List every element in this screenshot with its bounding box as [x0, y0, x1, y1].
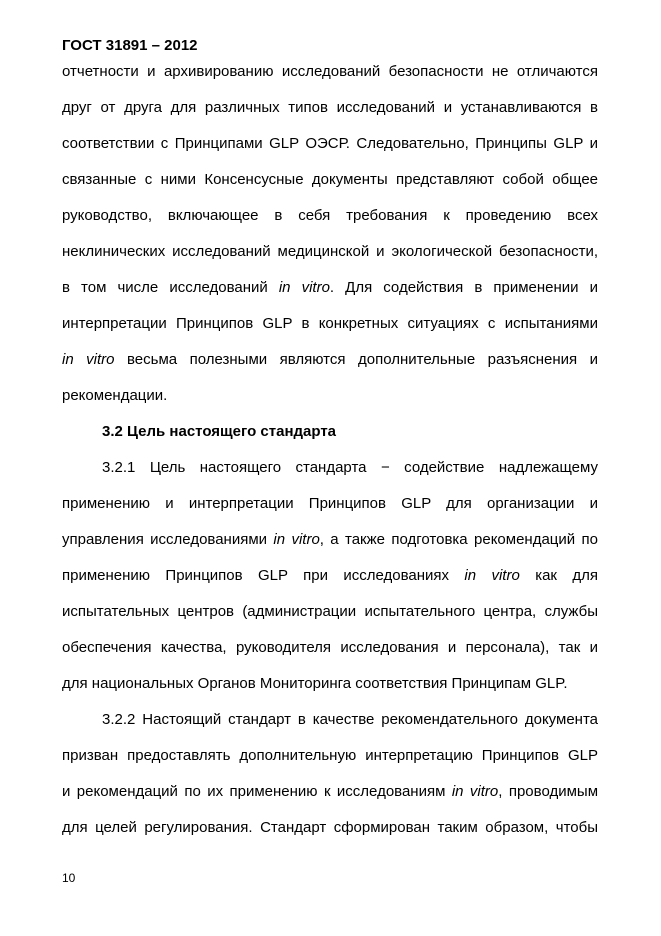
body-text-line — [102, 458, 598, 478]
page-number: 10 — [62, 871, 76, 885]
text-segment: испытательных центров (администрации испытательного центра, службы — [62, 603, 598, 620]
body-text-line — [62, 782, 598, 802]
body-text-line — [62, 818, 598, 838]
body-text-line — [102, 710, 598, 730]
text-segment: руководство, включающее в себя требования к проведению всех — [62, 207, 598, 224]
text-segment: обеспечения качества, руководителя исследования и персонала), так и — [62, 639, 598, 656]
text-segment: отчетности и архивированию исследований безопасности не отличаются — [62, 63, 598, 80]
body-text-line — [62, 566, 598, 586]
text-segment: весьма полезными являются дополнительные разъяснения и — [114, 351, 598, 368]
body-text-line — [62, 494, 598, 514]
body-text-line — [62, 98, 598, 118]
text-segment-italic: in vitro — [451, 783, 499, 800]
text-segment: применению и интерпретации Принципов GLP для организации и — [62, 495, 598, 512]
text-segment: неклинических исследований медицинской и экологической безопасности, — [62, 243, 598, 260]
text-segment-italic: in vitro — [62, 351, 115, 368]
text-segment: друг от друга для различных типов исследований и устанавливаются в — [62, 99, 598, 116]
text-segment: применению Принципов GLP при исследованиях — [62, 567, 465, 584]
text-segment: для национальных Органов Мониторинга соответствия Принципам GLP. — [62, 675, 568, 692]
body-text-line — [62, 350, 598, 370]
text-segment-italic: in vitro — [278, 279, 330, 296]
body-text-line — [62, 386, 598, 406]
text-segment: , проводимым — [498, 783, 599, 800]
text-segment: связанные с ними Консенсусные документы представляют собой общее — [62, 171, 598, 188]
text-segment: рекомендации. — [62, 387, 168, 404]
body-text-line — [62, 530, 598, 550]
body-text-line — [62, 278, 598, 298]
body-text-line — [62, 746, 598, 766]
text-segment: , а также подготовка рекомендаций по — [319, 531, 598, 548]
page-header-standard-id: ГОСТ 31891 – 2012 — [62, 37, 198, 54]
section-heading — [102, 422, 598, 442]
body-text-line — [62, 62, 598, 82]
body-text-line — [62, 602, 598, 622]
body-text-line — [62, 170, 598, 190]
text-segment: 3.2.1 Цель настоящего стандарта − содействие надлежащему — [102, 459, 598, 476]
text-segment: и рекомендаций по их применению к исследованиям — [62, 783, 452, 800]
body-text-line — [62, 134, 598, 154]
text-segment: как для — [519, 567, 599, 584]
text-segment: . Для содействия в применении и — [329, 279, 598, 296]
body-text-line — [62, 242, 598, 262]
text-segment: интерпретации Принципов GLP в конкретных ситуациях с испытаниями — [62, 315, 598, 332]
text-segment: управления исследованиями — [62, 531, 274, 548]
body-text-line — [62, 674, 598, 694]
text-segment: соответствии с Принципами GLP ОЭСР. Следовательно, Принципы GLP и — [62, 135, 598, 152]
text-segment-italic: in vitro — [464, 567, 520, 584]
text-segment: призван предоставлять дополнительную интерпретацию Принципов GLP — [62, 747, 598, 764]
text-segment: 3.2.2 Настоящий стандарт в качестве рекомендательного документа — [102, 711, 598, 728]
body-text-line — [62, 206, 598, 226]
text-segment-italic: in vitro — [273, 531, 320, 548]
text-segment: в том числе исследований — [62, 279, 279, 296]
body-text-line — [62, 314, 598, 334]
body-text-line — [62, 638, 598, 658]
text-segment: 3.2 Цель настоящего стандарта — [102, 423, 337, 440]
text-segment: для целей регулирования. Стандарт сформирован таким образом, чтобы — [62, 819, 598, 836]
